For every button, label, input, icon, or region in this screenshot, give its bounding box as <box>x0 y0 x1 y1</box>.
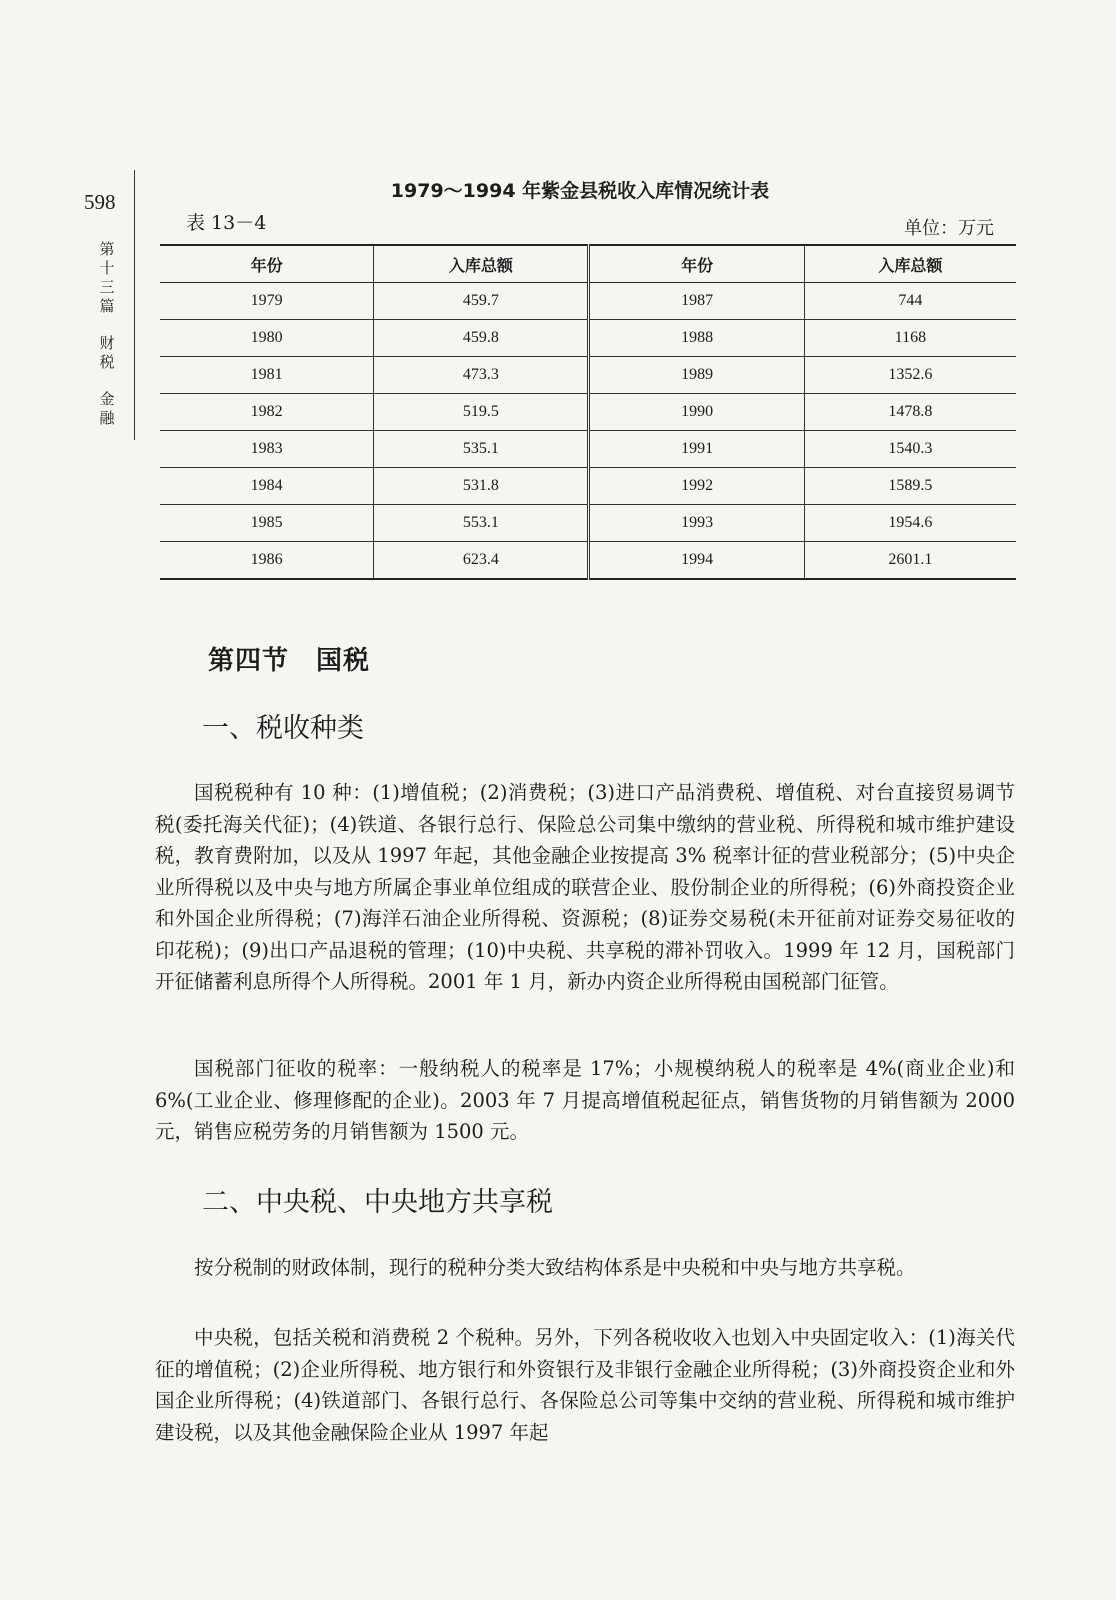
amount-cell: 459.8 <box>374 320 589 357</box>
section-title: 第四节 国税 <box>208 646 371 676</box>
header-amount-left: 入库总额 <box>374 245 589 283</box>
year-cell: 1990 <box>589 394 804 431</box>
paragraph-tax-system: 按分税制的财政体制，现行的税种分类大致结构体系是中央税和中央与地方共享税。 <box>194 1256 916 1279</box>
chapter-gap <box>96 316 118 334</box>
page-number: 598 <box>84 190 116 214</box>
year-cell: 1979 <box>160 283 374 320</box>
year-cell: 1982 <box>160 394 374 431</box>
subsection-heading-tax-types: 一、税收种类 <box>202 713 364 744</box>
amount-cell: 623.4 <box>374 542 589 580</box>
running-chapter-title <box>96 240 118 428</box>
table-row <box>160 505 1016 542</box>
chapter-char: 财 <box>99 334 115 352</box>
amount-cell: 2601.1 <box>804 542 1016 580</box>
amount-cell: 1540.3 <box>804 431 1016 468</box>
amount-cell: 1954.6 <box>804 505 1016 542</box>
year-cell: 1987 <box>589 283 804 320</box>
table-row <box>160 357 1016 394</box>
chapter-char: 篇 <box>99 297 115 315</box>
table-unit: 单位：万元 <box>904 218 994 239</box>
year-cell: 1988 <box>589 320 804 357</box>
table-row <box>160 542 1016 580</box>
amount-cell: 459.7 <box>374 283 589 320</box>
table-title: 1979～1994 年紫金县税收入库情况统计表 <box>390 180 770 202</box>
amount-cell: 531.8 <box>374 468 589 505</box>
paragraph-tax-rates: 国税部门征收的税率：一般纳税人的税率是 17%；小规模纳税人的税率是 4%(商业企业)和 6%(工业企业、修理修配的企业)。2003 年 7 月提高增值税起征点，销售货物的月销售额为 2000 元，销售应税劳务的月销售额为 1500 元。 <box>155 1057 1015 1143</box>
year-cell: 1985 <box>160 505 374 542</box>
amount-cell: 553.1 <box>374 505 589 542</box>
year-cell: 1980 <box>160 320 374 357</box>
table-code: 表 13－4 <box>186 212 267 234</box>
chapter-char: 融 <box>99 409 115 427</box>
chapter-char: 金 <box>99 390 115 408</box>
year-cell: 1989 <box>589 357 804 394</box>
year-cell: 1994 <box>589 542 804 580</box>
year-cell: 1991 <box>589 431 804 468</box>
year-cell: 1993 <box>589 505 804 542</box>
table-row <box>160 394 1016 431</box>
chapter-char: 第 <box>99 240 115 258</box>
table-header-row <box>160 245 1016 283</box>
chapter-char: 三 <box>99 278 115 296</box>
chapter-gap <box>96 372 118 390</box>
paragraph-tax-types: 国税税种有 10 种：(1)增值税；(2)消费税；(3)进口产品消费税、增值税、对台直接贸易调节税(委托海关代征)；(4)铁道、各银行总行、保险总公司集中缴纳的营业税、所得税和城市维护建设税，教育费附加，以及从 1997 年起，其他金融企业按提高 3% 税率计征的营业税部分；(5)中央企业所得税以及中央与地方所属企事业单位组成的联营企业、股份制企业的所得税；(6)外商投资企业和外国企业所得税；(7)海洋石油企业所得税、资源税；(8)证券交易税(未开征前对证券交易征收的印花税)；(9)出口产品退税的管理；(10)中央税、共享税的滞补罚收入。1999 年 12 月，国税部门开征储蓄利息所得个人所得税。2001 年 1 月，新办内资企业所得税由国税部门征管。 <box>155 781 1015 993</box>
chapter-char: 十 <box>99 259 115 277</box>
header-year-right: 年份 <box>589 245 804 283</box>
amount-cell: 744 <box>804 283 1016 320</box>
amount-cell: 519.5 <box>374 394 589 431</box>
amount-cell: 473.3 <box>374 357 589 394</box>
table-row <box>160 283 1016 320</box>
paragraph-central-tax: 中央税，包括关税和消费税 2 个税种。另外，下列各税收收入也划入中央固定收入：(1)海关代征的增值税；(2)企业所得税、地方银行和外资银行及非银行金融企业所得税；(3)外商投资企业和外国企业所得税；(4)铁道部门、各银行总行、各保险总公司等集中交纳的营业税、所得税和城市维护建设税，以及其他金融保险企业从 1997 年起 <box>155 1326 1015 1444</box>
year-cell: 1986 <box>160 542 374 580</box>
table-row <box>160 468 1016 505</box>
amount-cell: 1478.8 <box>804 394 1016 431</box>
year-cell: 1992 <box>589 468 804 505</box>
header-amount-right: 入库总额 <box>804 245 1016 283</box>
amount-cell: 1168 <box>804 320 1016 357</box>
table-row <box>160 320 1016 357</box>
year-cell: 1984 <box>160 468 374 505</box>
year-cell: 1983 <box>160 431 374 468</box>
amount-cell: 1589.5 <box>804 468 1016 505</box>
year-cell: 1981 <box>160 357 374 394</box>
header-year-left: 年份 <box>160 245 374 283</box>
amount-cell: 1352.6 <box>804 357 1016 394</box>
margin-rule <box>134 170 135 440</box>
subsection-heading-central-tax: 二、中央税、中央地方共享税 <box>202 1187 553 1218</box>
tax-revenue-table <box>160 244 1016 580</box>
amount-cell: 535.1 <box>374 431 589 468</box>
table-row <box>160 431 1016 468</box>
chapter-char: 税 <box>99 353 115 371</box>
